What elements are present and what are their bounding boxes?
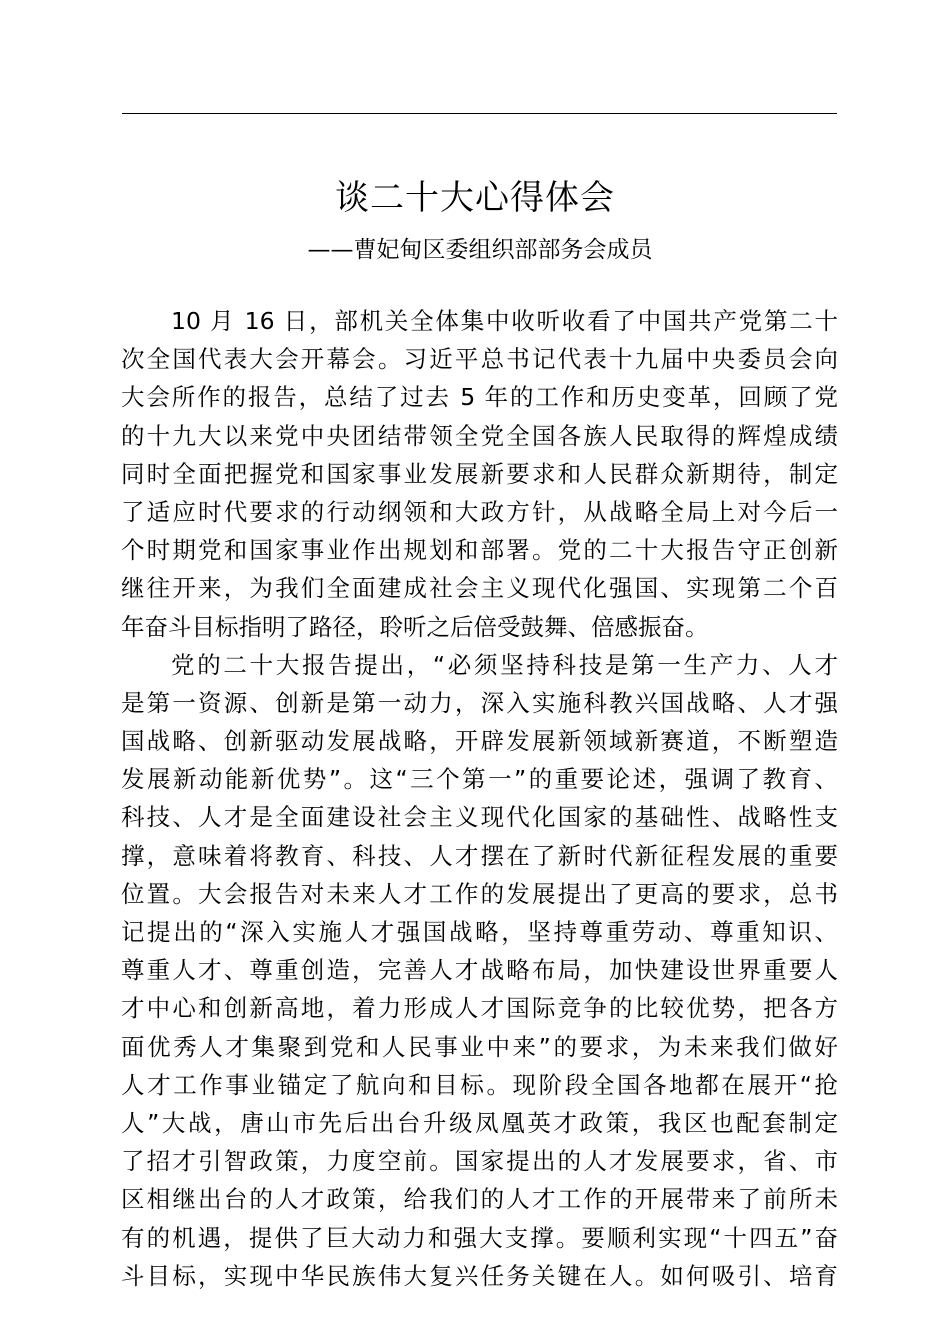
text-line: 斗目标，实现中华民族伟大复兴任务关键在人。如何吸引、培育	[121, 1261, 838, 1290]
text-line: 面优秀人才集聚到党和人民事业中来”的要求，为未来我们做好	[121, 1032, 838, 1061]
document-subtitle: ——曹妃甸区委组织部部务会成员	[307, 237, 653, 263]
text-line: 党的二十大报告提出，“必须坚持科技是第一生产力、人才	[171, 650, 838, 679]
text-line: 继往开来，为我们全面建成社会主义现代化强国、实现第二个百	[121, 574, 838, 603]
text-line: 有的机遇，提供了巨大动力和强大支撑。要顺利实现“十四五”奋	[121, 1223, 838, 1252]
text-line: 记提出的“深入实施人才强国战略，坚持尊重劳动、尊重知识、	[121, 918, 838, 946]
text-line: 尊重人才、尊重创造，完善人才战略布局，加快建设世界重要人	[121, 956, 838, 985]
text-line: 撑，意味着将教育、科技、人才摆在了新时代新征程发展的重要	[121, 841, 838, 870]
text-line: 了适应时代要求的行动纲领和大政方针，从战略全局上对今后一	[121, 497, 838, 526]
paragraph-2	[121, 646, 838, 1295]
text-line: 人才工作事业锚定了航向和目标。现阶段全国各地都在展开“抢	[121, 1070, 838, 1099]
text-line: 个时期党和国家事业作出规划和部署。党的二十大报告守正创新	[121, 536, 838, 565]
text-line: 科技、人才是全面建设社会主义现代化国家的基础性、战略性支	[121, 803, 838, 832]
text-line: 发展新动能新优势”。这“三个第一”的重要论述，强调了教育、	[121, 765, 838, 794]
text-line: 了招才引智政策，力度空前。国家提出的人才发展要求，省、市	[121, 1147, 838, 1176]
text-line: 年奋斗目标指明了路径，聆听之后倍受鼓舞、倍感振奋。	[121, 612, 709, 641]
paragraph-1	[121, 302, 838, 646]
text-line: 的十九大以来党中央团结带领全党全国各族人民取得的辉煌成绩	[121, 421, 838, 450]
text-line: 是第一资源、创新是第一动力，深入实施科教兴国战略、人才强	[121, 688, 838, 717]
text-line: 10 月 16 日，部机关全体集中收听收看了中国共产党第二十	[171, 307, 838, 335]
text-line: 同时全面把握党和国家事业发展新要求和人民群众新期待，制定	[121, 459, 838, 488]
text-line: 大会所作的报告，总结了过去 5 年的工作和历史变革，回顾了党	[121, 383, 838, 412]
text-line: 次全国代表大会开幕会。习近平总书记代表十九届中央委员会向	[121, 345, 838, 374]
document-body	[121, 302, 838, 1295]
text-line: 国战略、创新驱动发展战略，开辟发展新领域新赛道，不断塑造	[121, 727, 838, 756]
document-title: 谈二十大心得体会	[335, 178, 615, 218]
header-rule	[122, 113, 837, 114]
text-line: 区相继出台的人才政策，给我们的人才工作的开展带来了前所未	[121, 1185, 838, 1214]
text-line: 人”大战，唐山市先后出台升级凤凰英才政策，我区也配套制定	[121, 1108, 838, 1137]
text-line: 位置。大会报告对未来人才工作的发展提出了更高的要求，总书	[121, 879, 838, 908]
text-line: 才中心和创新高地，着力形成人才国际竞争的比较优势，把各方	[121, 994, 838, 1023]
